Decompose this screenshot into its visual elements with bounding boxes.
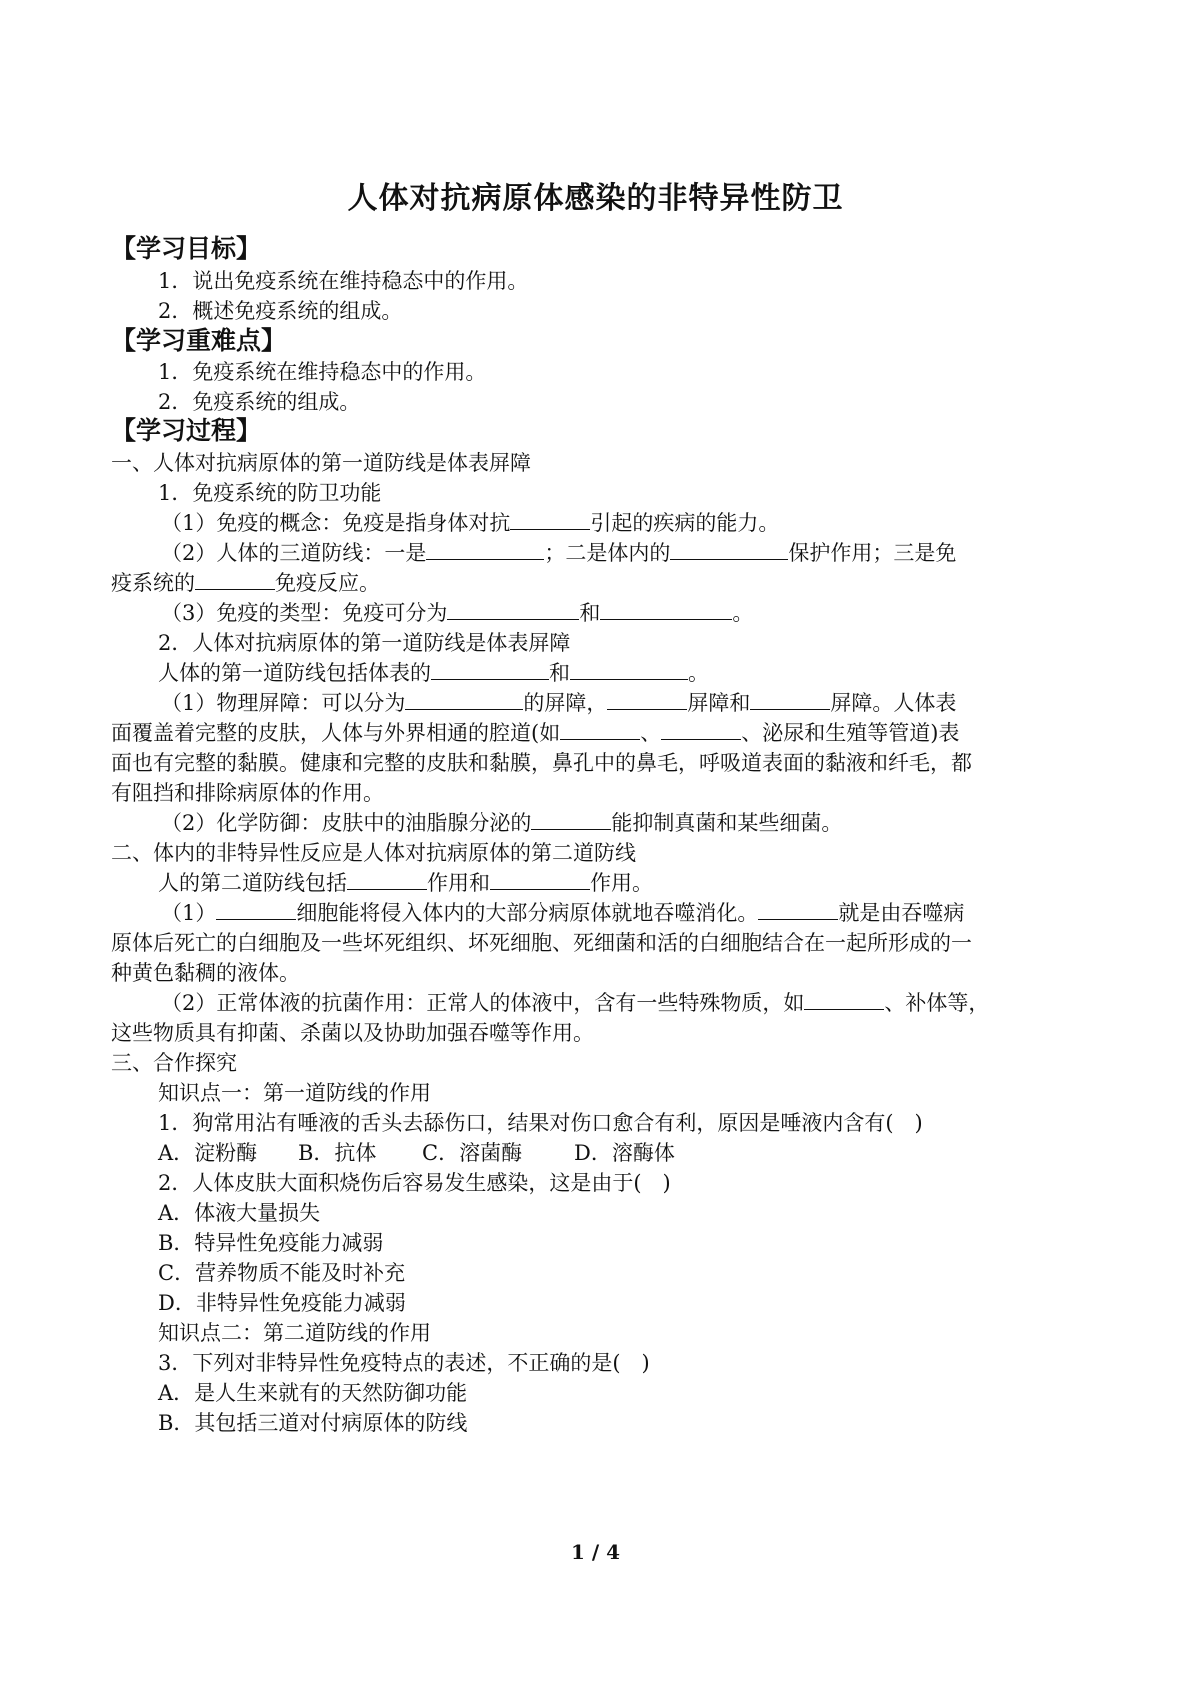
fill-in-line: （2）正常体液的抗菌作用：正常人的体液中，含有一些特殊物质，如 、补体等， (161, 987, 1141, 1019)
answer-blank[interactable] (661, 717, 741, 740)
goal-item: 2．概述免疫系统的组成。 (158, 299, 403, 323)
fill-in-line: 面覆盖着完整的皮肤，人体与外界相通的腔道(如 、 、泌尿和生殖等管道)表 (111, 717, 1091, 749)
text-line: 原体后死亡的白细胞及一些坏死组织、坏死细胞、死细菌和活的白细胞结合在一起所形成的一 (111, 931, 972, 955)
answer-blank[interactable] (447, 597, 579, 620)
knowledge-point-title: 知识点一：第一道防线的作用 (158, 1081, 431, 1105)
answer-blank[interactable] (347, 867, 427, 890)
page-number: 1 / 4 (570, 1540, 621, 1564)
knowledge-point-title: 知识点二：第二道防线的作用 (158, 1321, 431, 1345)
answer-blank[interactable] (570, 657, 688, 680)
key-point-item: 2．免疫系统的组成。 (158, 390, 361, 414)
process-heading: 【学习过程】 (111, 416, 262, 445)
goal-item: 1．说出免疫系统在维持稳态中的作用。 (158, 269, 529, 293)
key-points-heading: 【学习重难点】 (111, 326, 287, 355)
option-a[interactable]: A．是人生来就有的天然防御功能 (158, 1381, 468, 1405)
text-line: 有阻挡和排除病原体的作用。 (111, 781, 384, 805)
option-b[interactable]: B．特异性免疫能力减弱 (158, 1231, 384, 1255)
answer-blank[interactable] (804, 987, 884, 1010)
fill-in-line: 疫系统的 免疫反应。 (111, 567, 1091, 599)
subsection-title: 1．免疫系统的防卫功能 (158, 481, 382, 505)
fill-in-line: （1）物理屏障：可以分为 的屏障， 屏障和 屏障。人体表 (161, 687, 1141, 719)
option-b[interactable]: B．抗体 (298, 1141, 377, 1165)
answer-blank[interactable] (490, 867, 590, 890)
option-a[interactable]: A．体液大量损失 (158, 1201, 321, 1225)
fill-in-line: 人体的第一道防线包括体表的 和 。 (158, 657, 1138, 689)
answer-blank[interactable] (670, 537, 788, 560)
answer-blank[interactable] (600, 597, 732, 620)
option-d[interactable]: D．非特异性免疫能力减弱 (158, 1291, 406, 1315)
option-c[interactable]: C．溶菌酶 (422, 1141, 523, 1165)
answer-blank[interactable] (216, 897, 296, 920)
goals-heading: 【学习目标】 (111, 234, 262, 263)
fill-in-line: （1） 细胞能将侵入体内的大部分病原体就地吞噬消化。 就是由吞噬病 (161, 897, 1141, 929)
answer-blank[interactable] (607, 687, 687, 710)
fill-in-line: 人的第二道防线包括 作用和 作用。 (158, 867, 1138, 899)
question-options (158, 1137, 1138, 1169)
option-c[interactable]: C．营养物质不能及时补充 (158, 1261, 406, 1285)
fill-in-line: （2）人体的三道防线：一是 ；二是体内的 保护作用；三是免 (161, 537, 1141, 569)
section-3-title: 三、合作探究 (111, 1051, 237, 1075)
question-stem: 2．人体皮肤大面积烧伤后容易发生感染，这是由于( ) (158, 1171, 671, 1195)
answer-blank[interactable] (405, 687, 523, 710)
question-stem: 3．下列对非特异性免疫特点的表述，不正确的是( ) (158, 1351, 650, 1375)
page-title: 人体对抗病原体感染的非特异性防卫 (347, 181, 844, 216)
text-line: 这些物质具有抑菌、杀菌以及协助加强吞噬等作用。 (111, 1021, 594, 1045)
fill-in-line: （2）化学防御：皮肤中的油脂腺分泌的 能抑制真菌和某些细菌。 (161, 807, 1141, 839)
answer-blank[interactable] (531, 807, 611, 830)
answer-blank[interactable] (560, 717, 640, 740)
answer-blank[interactable] (195, 567, 275, 590)
section-2-title: 二、体内的非特异性反应是人体对抗病原体的第二道防线 (111, 841, 636, 865)
fill-in-line: （3）免疫的类型：免疫可分为 和 。 (161, 597, 1141, 629)
option-b[interactable]: B．其包括三道对付病原体的防线 (158, 1411, 468, 1435)
option-d[interactable]: D．溶酶体 (574, 1141, 675, 1165)
answer-blank[interactable] (426, 537, 544, 560)
answer-blank[interactable] (750, 687, 830, 710)
answer-blank[interactable] (431, 657, 549, 680)
fill-in-line: （1）免疫的概念：免疫是指身体对抗 引起的疾病的能力。 (161, 507, 1141, 539)
section-1-title: 一、人体对抗病原体的第一道防线是体表屏障 (111, 451, 531, 475)
question-stem: 1．狗常用沾有唾液的舌头去舔伤口，结果对伤口愈合有利，原因是唾液内含有( ) (158, 1111, 923, 1135)
answer-blank[interactable] (510, 507, 590, 530)
key-point-item: 1．免疫系统在维持稳态中的作用。 (158, 360, 487, 384)
answer-blank[interactable] (758, 897, 838, 920)
text-line: 种黄色黏稠的液体。 (111, 961, 300, 985)
text-line: 面也有完整的黏膜。健康和完整的皮肤和黏膜，鼻孔中的鼻毛，呼吸道表面的黏液和纤毛，都 (111, 751, 972, 775)
subsection-title: 2．人体对抗病原体的第一道防线是体表屏障 (158, 631, 571, 655)
option-a[interactable]: A．淀粉酶 (158, 1141, 258, 1165)
